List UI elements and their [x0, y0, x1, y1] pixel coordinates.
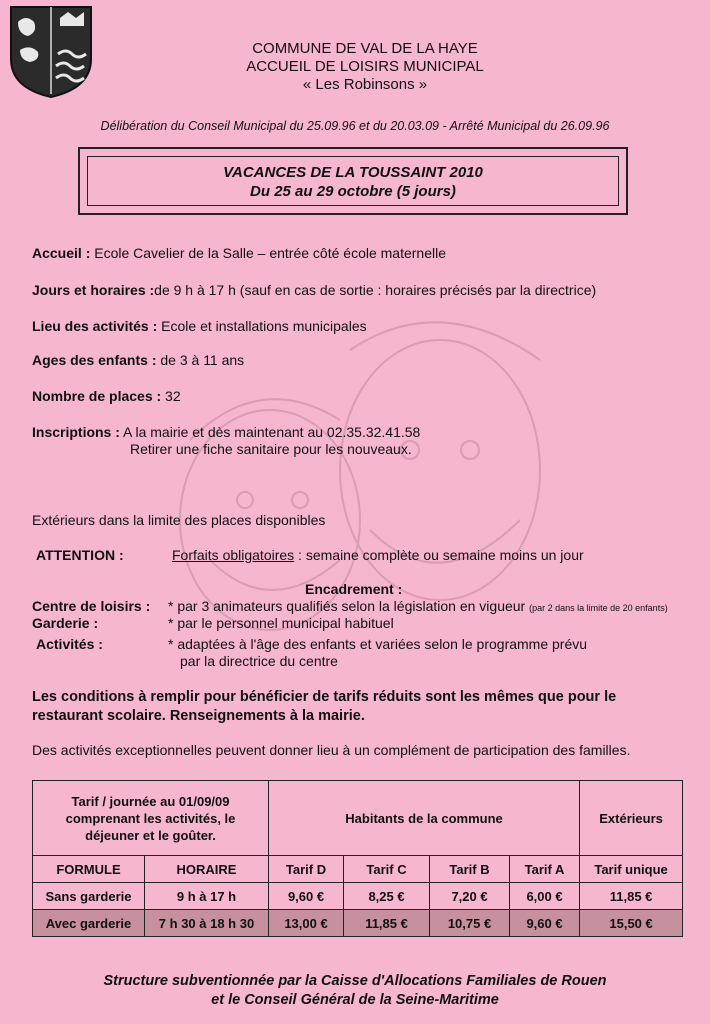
- tarif-line3: déjeuner et le goûter.: [85, 827, 216, 843]
- centre-value: [168, 598, 668, 614]
- commune-name: COMMUNE DE VAL DE LA HAYE: [252, 40, 478, 57]
- accueil-line: [32, 245, 446, 261]
- activites-value2: par la directrice du centre: [180, 653, 338, 669]
- ages-value: de 3 à 11 ans: [156, 352, 245, 368]
- forfaits-label: Forfaits obligatoires: [172, 547, 295, 563]
- accueil-label: Accueil :: [32, 245, 91, 261]
- centre-label: Centre de loisirs :: [32, 598, 151, 614]
- header-tarif-unique: Tarif unique: [580, 856, 683, 883]
- inscriptions-note: Retirer une fiche sanitaire pour les nouveaux.: [130, 441, 412, 457]
- header-tarif-d: Tarif D: [269, 856, 344, 883]
- exterieurs-line: Extérieurs dans la limite des places disponibles: [32, 512, 326, 528]
- activites-label: Activités :: [36, 636, 103, 652]
- deliberation-text: Délibération du Conseil Municipal du 25.09.96 et du 20.03.09 - Arrêté Municipal du 26.09.96: [100, 119, 610, 133]
- table-cell: 11,85 €: [580, 883, 683, 910]
- table-cell: 9 h à 17 h: [145, 883, 269, 910]
- tarifs-table: [32, 780, 683, 937]
- places-line: [32, 388, 181, 404]
- forfaits-line: [172, 547, 584, 563]
- table-cell: 13,00 €: [269, 910, 344, 937]
- table-cell: 15,50 €: [580, 910, 683, 937]
- header-horaire: HORAIRE: [145, 856, 269, 883]
- header-formule: FORMULE: [33, 856, 145, 883]
- inscriptions-value: A la mairie et dès maintenant au 02.35.32.41.58: [119, 424, 421, 440]
- jours-value: de 9 h à 17 h (sauf en cas de sortie : horaires précisés par la directrice): [154, 282, 597, 298]
- places-value: 32: [161, 388, 181, 404]
- title-line1: VACANCES DE LA TOUSSAINT 2010: [223, 164, 483, 181]
- table-cell: 10,75 €: [430, 910, 510, 937]
- inscriptions-line: [32, 424, 420, 440]
- attention-text: ATTENTION :: [36, 547, 124, 563]
- activites-value1: * adaptées à l'âge des enfants et variées selon le programme prévu: [168, 636, 588, 652]
- ages-line: [32, 352, 244, 368]
- conditions-text: Les conditions à remplir pour bénéficier de tarifs réduits sont les mêmes que pour le restaurant scolaire. Renseignements à la mairie.: [32, 689, 617, 724]
- header: [130, 40, 600, 94]
- forfaits-value: : semaine complète ou semaine moins un jour: [294, 547, 584, 563]
- table-row: [33, 910, 683, 937]
- inscriptions-label: Inscriptions :: [32, 424, 120, 440]
- attention-label: [36, 547, 124, 563]
- table-cell: 9,60 €: [510, 910, 580, 937]
- tarif-line2: comprenant les activités, le: [65, 810, 236, 826]
- table-cell: 7 h 30 à 18 h 30: [145, 910, 269, 937]
- coat-of-arms-icon: [8, 4, 94, 100]
- centre-note: (par 2 dans la limite de 20 enfants): [529, 603, 668, 613]
- habitants-header: Habitants de la commune: [269, 781, 580, 856]
- table-cell: Sans garderie: [33, 883, 145, 910]
- jours-line: [32, 282, 596, 298]
- lieu-line: [32, 318, 367, 334]
- table-cell: 7,20 €: [430, 883, 510, 910]
- table-cell: 11,85 €: [344, 910, 430, 937]
- garderie-value: * par le personnel municipal habituel: [168, 615, 394, 631]
- lieu-value: Ecole et installations municipales: [157, 318, 367, 334]
- activites-exceptionnelles: Des activités exceptionnelles peuvent donner lieu à un complément de participation des familles.: [32, 742, 631, 758]
- exterieurs-header: Extérieurs: [580, 781, 683, 856]
- tarif-line1: Tarif / journée au 01/09/09: [71, 793, 230, 809]
- ages-label: Ages des enfants :: [32, 352, 157, 368]
- centre-text: * par 3 animateurs qualifiés selon la législation en vigueur: [168, 598, 530, 614]
- table-row: [33, 883, 683, 910]
- table-cell: 9,60 €: [269, 883, 344, 910]
- centre-name: « Les Robinsons »: [302, 76, 428, 93]
- lieu-label: Lieu des activités :: [32, 318, 158, 334]
- table-cell: Avec garderie: [33, 910, 145, 937]
- title-line2: Du 25 au 29 octobre (5 jours): [250, 183, 456, 200]
- tarif-description-cell: [33, 781, 269, 856]
- encadrement-heading: Encadrement :: [305, 581, 403, 597]
- accueil-value: Ecole Cavelier de la Salle – entrée côté école maternelle: [90, 245, 447, 261]
- footer: [20, 972, 690, 1010]
- footer-line2: et le Conseil Général de la Seine-Maritime: [211, 992, 499, 1008]
- header-tarif-a: Tarif A: [510, 856, 580, 883]
- jours-label: Jours et horaires :: [32, 282, 155, 298]
- garderie-label: Garderie :: [32, 615, 99, 631]
- table-cell: 6,00 €: [510, 883, 580, 910]
- table-cell: 8,25 €: [344, 883, 430, 910]
- header-tarif-b: Tarif B: [430, 856, 510, 883]
- title-box: [78, 147, 628, 215]
- places-label: Nombre de places :: [32, 388, 162, 404]
- header-tarif-c: Tarif C: [344, 856, 430, 883]
- accueil-name: ACCUEIL DE LOISIRS MUNICIPAL: [246, 58, 484, 75]
- footer-line1: Structure subventionnée par la Caisse d'Allocations Familiales de Rouen: [103, 973, 607, 989]
